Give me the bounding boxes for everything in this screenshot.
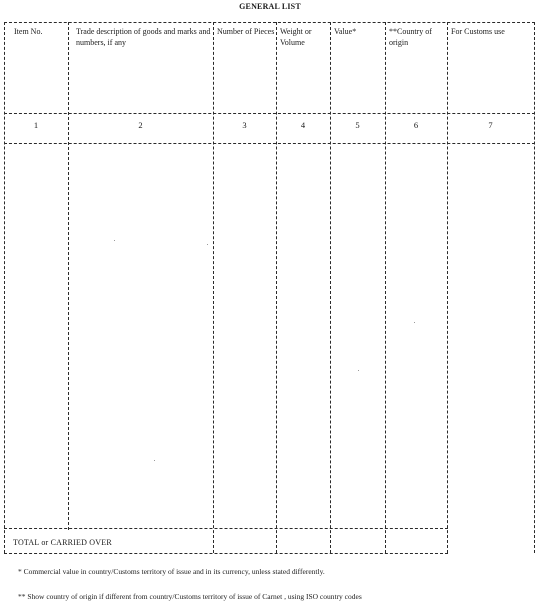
scan-speck	[154, 460, 155, 461]
column-divider-5	[385, 22, 386, 553]
column-number-2: 2	[138, 120, 143, 130]
column-divider-3	[276, 22, 277, 553]
scan-speck	[207, 244, 208, 245]
header-trade-description: Trade description of goods and marks and numbers, if any	[76, 27, 211, 47]
header-number-of-pieces: Number of Pieces	[217, 27, 275, 36]
column-number-7: 7	[488, 120, 493, 130]
column-number-5: 5	[355, 120, 360, 130]
column-number-row-top	[4, 113, 535, 114]
table-border-left	[4, 22, 5, 553]
header-item-no: Item No.	[14, 27, 43, 36]
table-border-right	[534, 22, 535, 553]
column-number-4: 4	[300, 120, 306, 130]
column-number-3: 3	[242, 120, 247, 130]
general-list-table	[4, 22, 536, 553]
header-customs-use: For Customs use	[451, 27, 505, 36]
total-carried-over-label: TOTAL or CARRIED OVER	[13, 538, 112, 547]
form-title: GENERAL LIST	[239, 2, 301, 11]
scan-speck	[114, 240, 115, 241]
footnote-country-of-origin: ** Show country of origin if different from country/Customs territory of issue of Carnet , using ISO country codes	[18, 592, 362, 601]
column-number-6: 6	[413, 120, 419, 130]
scan-speck	[358, 370, 359, 371]
column-divider-6	[447, 22, 448, 553]
column-divider-2	[213, 22, 214, 553]
total-row-top	[4, 528, 448, 529]
column-divider-4	[330, 22, 331, 553]
header-country-of-origin: **Country of origin	[389, 27, 432, 47]
header-weight-or-volume: Weight or Volume	[280, 27, 312, 47]
footnote-value: * Commercial value in country/Customs territory of issue and in its currency, unless stated differently.	[18, 567, 325, 576]
column-divider-1	[68, 22, 69, 530]
scan-speck	[414, 322, 415, 323]
table-border-bottom	[4, 553, 448, 554]
table-border-top	[4, 22, 535, 23]
header-value: Value*	[334, 27, 357, 36]
column-number-1: 1	[33, 120, 39, 130]
column-number-row-bottom	[4, 143, 535, 144]
